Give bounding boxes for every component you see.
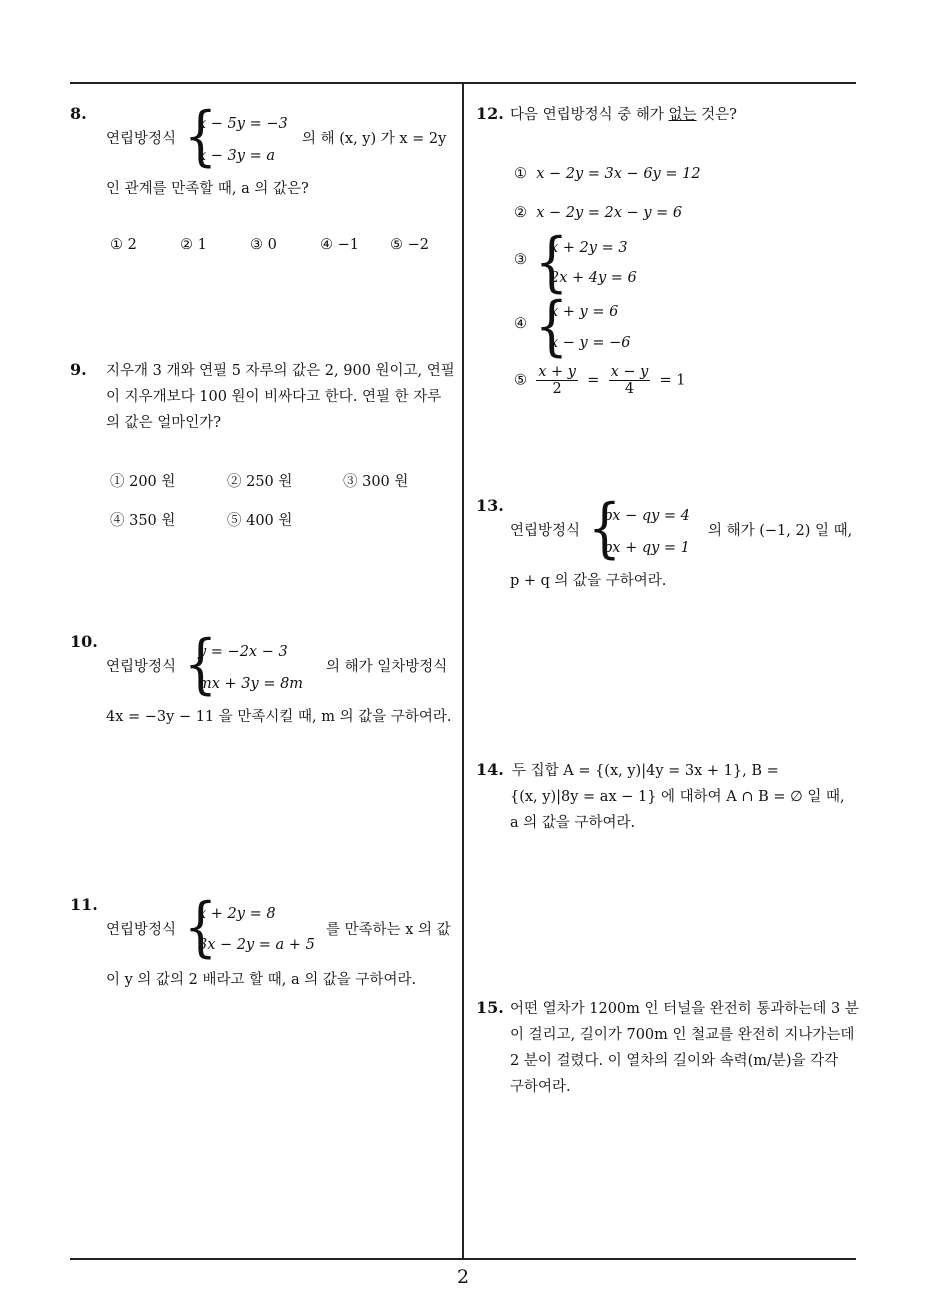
equation-2: x − 3y = a [198, 148, 275, 164]
equation-1: x + 2y = 8 [198, 906, 276, 922]
problem-text: 두 집합 A = {(x, y)|4y = 3x + 1}, B = [512, 763, 779, 779]
problem-text: 구하여라. [510, 1079, 571, 1095]
problem-lead: 연립방정식 [510, 523, 581, 539]
problem-number: 8. [70, 104, 87, 123]
choice-mark: ④ [514, 316, 527, 332]
equation-2: x − y = −6 [550, 335, 631, 351]
problem-text: 의 값은 얼마인가? [106, 415, 222, 431]
problem-lead: 연립방정식 [106, 131, 177, 147]
problem-text: 지우개 3 개와 연필 5 자루의 값은 2, 900 원이고, 연필 [106, 363, 455, 379]
problem-text: p + q 의 값을 구하여라. [510, 573, 667, 589]
equation-2: px + qy = 1 [603, 540, 690, 556]
choice-1[interactable]: ① 200 원 [110, 474, 176, 490]
fraction-2: $\frac{x - y}{4}$ [610, 364, 649, 397]
problem-lead: 연립방정식 [106, 922, 177, 938]
problem-text: 의 해가 일차방정식 [326, 659, 448, 675]
problem-number: 12. [476, 104, 504, 123]
page-number: 2 [456, 1266, 470, 1288]
choice-3[interactable]: ③ 0 [250, 237, 277, 253]
system-brace: { [184, 627, 218, 702]
problem-text: 이 지우개보다 100 원이 비싸다고 한다. 연필 한 자루 [106, 389, 442, 405]
problem-text: 어떤 열차가 1200m 인 터널을 완전히 통과하는데 3 분 [510, 1001, 859, 1017]
problem-text: 2 분이 걸렸다. 이 열차의 길이와 속력(m/분)을 각각 [510, 1053, 839, 1069]
equation-2: 3x − 2y = a + 5 [198, 937, 315, 953]
problem-question: 다음 연립방정식 중 해가 없는 것은? [510, 107, 737, 123]
problem-number: 15. [476, 998, 504, 1017]
choice-5[interactable]: ⑤ −2 [390, 237, 429, 253]
system-brace: { [588, 491, 622, 566]
equation-2: mx + 3y = 8m [198, 676, 304, 692]
equation-1: px − qy = 4 [603, 508, 690, 524]
choice-5[interactable]: ⑤ 400 원 [227, 513, 293, 529]
choice-2[interactable]: ② 250 원 [227, 474, 293, 490]
choice-2[interactable]: ② 1 [180, 237, 207, 253]
system-brace: { [184, 890, 218, 965]
problem-text: 4x = −3y − 11 을 만족시킬 때, m 의 값을 구하여라. [106, 709, 452, 725]
bottom-rule [70, 1258, 856, 1260]
system-brace: { [535, 225, 569, 300]
system-brace: { [184, 99, 218, 174]
problem-text: a 의 값을 구하여라. [510, 815, 636, 831]
equation-1: y = −2x − 3 [198, 644, 288, 660]
fraction-1: $\frac{x + y}{2}$ [538, 364, 576, 397]
system-brace: { [535, 289, 569, 364]
problem-number: 14. [476, 760, 504, 779]
emphasis-underline: 없는 [668, 107, 697, 123]
problem-number: 10. [70, 632, 98, 651]
problem-text: {(x, y)|8y = ax − 1} 에 대하여 A ∩ B = ∅ 일 때, [510, 789, 845, 805]
problem-lead: 연립방정식 [106, 659, 177, 675]
equation-1: x + 2y = 3 [550, 240, 628, 256]
equation-2: 2x + 4y = 6 [550, 270, 637, 286]
problem-text: 인 관계를 만족할 때, a 의 값은? [106, 181, 309, 197]
choice-1[interactable]: ① 2 [110, 237, 137, 253]
column-divider [462, 83, 464, 1259]
equation-1: x + y = 6 [550, 304, 619, 320]
problem-text: 의 해 (x, y) 가 x = 2y [302, 131, 447, 147]
choice-5[interactable]: ⑤ $\frac{x + y}{2}$ = $\frac{x - y}{4}$ = 1 [514, 364, 686, 397]
problem-number: 11. [70, 895, 98, 914]
problem-number: 9. [70, 360, 87, 379]
problem-text: 이 걸리고, 길이가 700m 인 철교를 완전히 지나가는데 [510, 1027, 855, 1043]
problem-number: 13. [476, 496, 504, 515]
problem-text: 를 만족하는 x 의 값 [326, 922, 451, 938]
problem-text: 이 y 의 값의 2 배라고 할 때, a 의 값을 구하여라. [106, 972, 417, 988]
choice-1[interactable]: ① x − 2y = 3x − 6y = 12 [514, 166, 701, 182]
choice-3[interactable]: ③ 300 원 [343, 474, 409, 490]
choice-4[interactable]: ④ −1 [320, 237, 359, 253]
problem-text: 의 해가 (−1, 2) 일 때, [708, 523, 853, 539]
choice-mark: ③ [514, 252, 527, 268]
choice-2[interactable]: ② x − 2y = 2x − y = 6 [514, 205, 683, 221]
equation-1: x − 5y = −3 [198, 116, 288, 132]
choice-4[interactable]: ④ 350 원 [110, 513, 176, 529]
